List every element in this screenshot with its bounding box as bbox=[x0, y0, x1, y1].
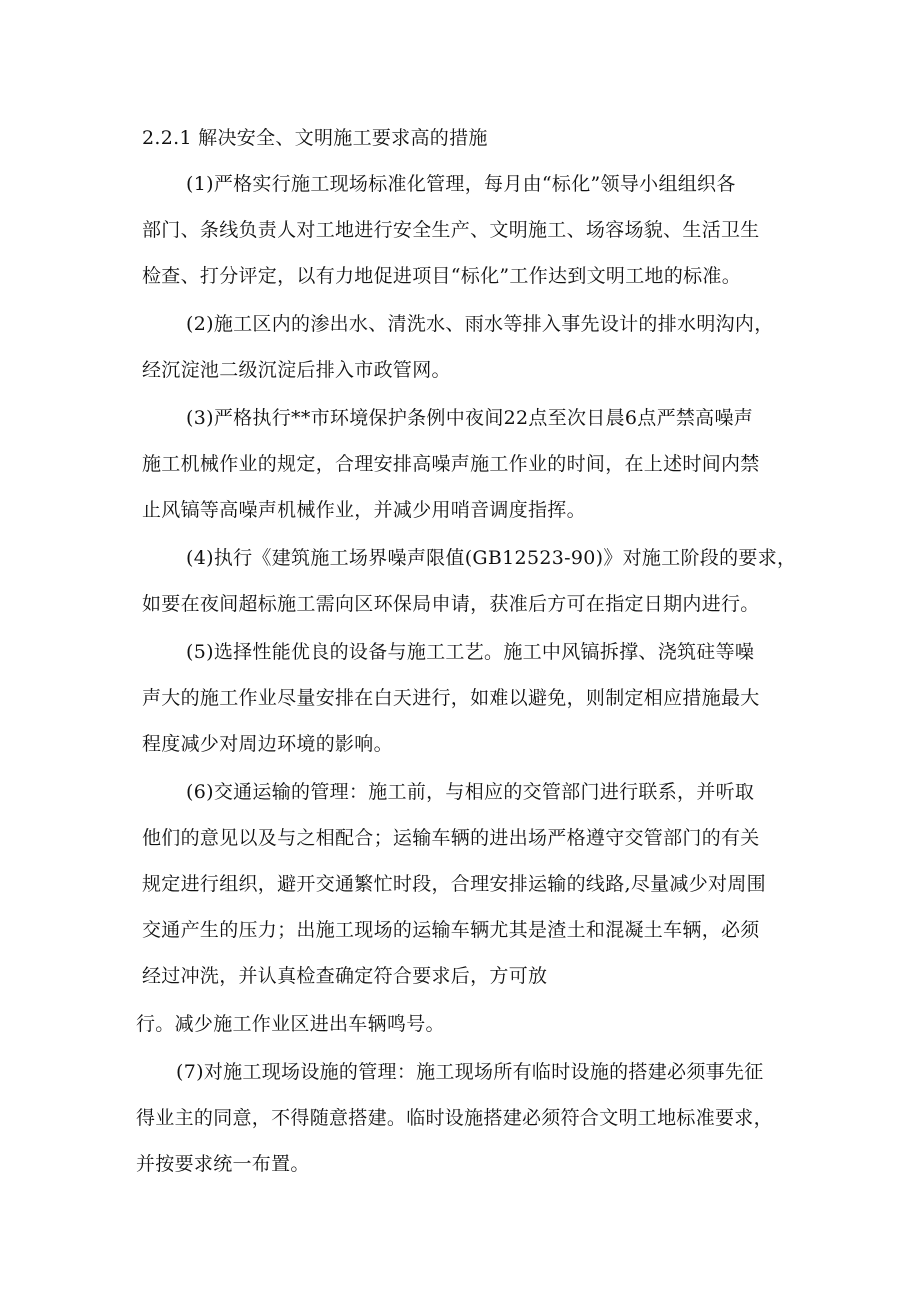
paragraph-line: 部门、条线负责人对工地进行安全生产、文明施工、场容场貌、生活卫生 bbox=[142, 219, 760, 241]
paragraph-line: (7)对施工现场设施的管理：施工现场所有临时设施的搭建必须事先征 bbox=[176, 1061, 764, 1083]
paragraph-line: 他们的意见以及与之相配合；运输车辆的进出场严格遵守交管部门的有关 bbox=[142, 827, 760, 849]
paragraph-line: 施工机械作业的规定，合理安排高噪声施工作业的时间，在上述时间内禁 bbox=[142, 453, 760, 475]
paragraph-line: (4)执行《建筑施工场界噪声限值(GB12523-90)》对施工阶段的要求， bbox=[186, 547, 797, 569]
paragraph-line: 如要在夜间超标施工需向区环保局申请，获准后方可在指定日期内进行。 bbox=[142, 593, 760, 615]
paragraph-line: (5)选择性能优良的设备与施工工艺。施工中风镐拆撑、浇筑砫等噪 bbox=[186, 641, 755, 663]
paragraph-line: (6)交通运输的管理：施工前，与相应的交管部门进行联系，并听取 bbox=[186, 781, 755, 803]
paragraph-line: 得业主的同意，不得随意搭建。临时设施搭建必须符合文明工地标准要求， bbox=[136, 1107, 773, 1129]
paragraph-line: 经过冲洗，并认真检查确定符合要求后，方可放 bbox=[142, 965, 548, 987]
paragraph-line: (3)严格执行**市环境保护条例中夜间22点至次日晨6点严禁高噪声 bbox=[186, 407, 754, 429]
paragraph-line: 行。减少施工作业区进出车辆鸣号。 bbox=[136, 1013, 445, 1035]
paragraph-line: 声大的施工作业尽量安排在白天进行，如难以避免，则制定相应措施最大 bbox=[142, 687, 760, 709]
paragraph-line: (2)施工区内的渗出水、清洗水、雨水等排入事先设计的排水明沟内， bbox=[186, 313, 774, 335]
section-heading: 2.2.1 解决安全、文明施工要求高的措施 bbox=[142, 127, 488, 149]
paragraph-line: 止风镐等高噪声机械作业，并减少用哨音调度指挥。 bbox=[142, 499, 586, 521]
paragraph-line: 交通产生的压力；出施工现场的运输车辆尤其是渣土和混凝土车辆，必须 bbox=[142, 919, 760, 941]
paragraph-line: 经沉淀池二级沉淀后排入市政管网。 bbox=[142, 359, 451, 381]
paragraph-line: 程度减少对周边环境的影响。 bbox=[142, 733, 393, 755]
paragraph-line: (1)严格实行施工现场标准化管理，每月由“标化”领导小组组织各 bbox=[186, 173, 736, 195]
paragraph-line: 检查、打分评定，以有力地促进项目“标化”工作达到文明工地的标准。 bbox=[142, 265, 742, 287]
paragraph-line: 规定进行组织，避开交通繁忙时段，合理安排运输的线路,尽量减少对周围 bbox=[142, 873, 766, 895]
paragraph-line: 并按要求统一布置。 bbox=[136, 1153, 310, 1175]
